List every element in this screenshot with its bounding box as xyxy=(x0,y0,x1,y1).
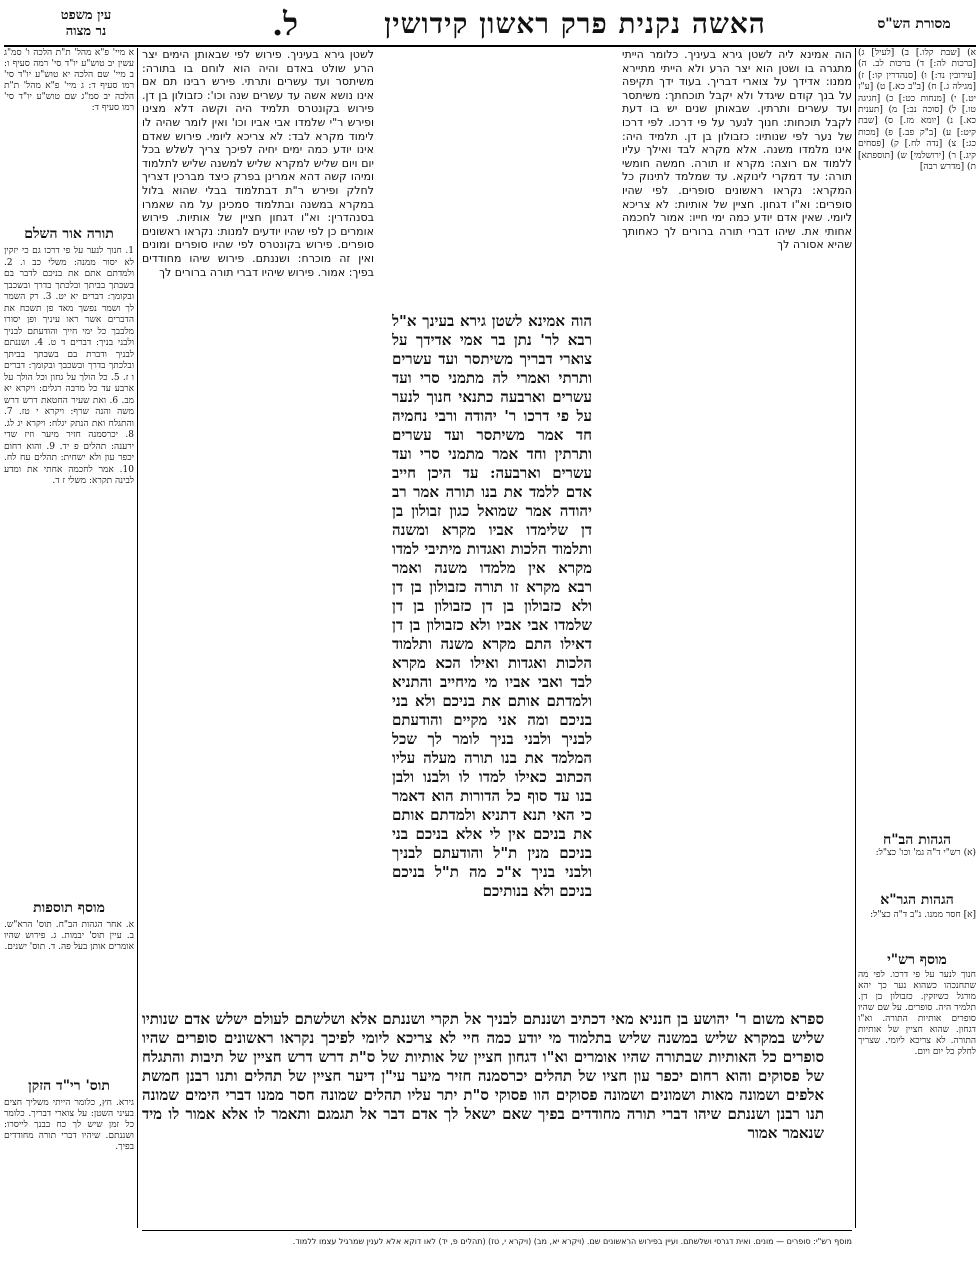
masoret-hashas-caption: מסורת הש"ס xyxy=(877,15,951,32)
ein-mishpat-caption-line1: עין משפט xyxy=(60,8,112,23)
hagahot-hagra-column xyxy=(858,910,976,950)
mosaf-tosafot-text: א. אחר הגהות הב"ח. תוס' הרא"ש. ב. עיין תוס' יבמות. ג. פירוש שהיו אומרים אותן בעל פה. ד. תוס' ישנים. xyxy=(4,920,134,952)
mosaf-tosafot-title: מוסף תוספות xyxy=(33,900,105,916)
mosaf-tosafot-column xyxy=(4,920,134,1070)
divider-right-outer xyxy=(855,48,856,1228)
footer-text: מוסף רש"י: סופרים — מונים. ואית דגרסי ושלשתם. ועיין בפירוש הראשונים שם. (ויקרא יא, מב) (ויקרא י, טז) (תהלים פ, יד) לאו דוקא אלא לענין שמרגיל עצמו ללמוד. xyxy=(292,1237,852,1246)
gemara-main-text xyxy=(392,312,592,1012)
hagahot-hagra-title: הגהות הגר"א xyxy=(880,892,954,908)
header-rule xyxy=(4,45,976,47)
gemara-bottom-paragraph: ספרא משום ר' יהושע בן חנניא מאי דכתיב ושננתם לבניך אל תקרי ושננתם אלא ושלשתם לעולם ישלש אדם שנותיו שליש במקרא שליש במשנה שליש בתלמוד מי יודע כמה חיי לא צריכא ליומי לפיכך נקראו ראשונים סופרים שהיו סופרים כל האותיות שבתורה שהיו אומרים וא"ו דגחון חציין של אותיות של ס"ת דרש דרש חציין של תיבות והתגלח של פסוקים והוא רחום יכפר עון חציו של תהלים יכרסמנה חזיר מיער עי"ן דיער חציין של תהלים ותנו רבנן חמשת אלפים ושמונה מאות ושמונים ושמונה פסוקים הוו פסוקי ס"ת יתר עליו תהלים שמונה חסר ממנו דברי הימים שמונה תנו רבנן ושננתם שיהו דברי תורה מחודדים בפיך שאם ישאל לך אדם דבר אל תגמגם ותאמר לו אלא אמור לו מיד שנאמר אמור xyxy=(142,1010,824,1142)
footer-rule xyxy=(142,1230,852,1231)
hagahot-habach-text: (א) רש"י ד"ה גמ' וכו' כצ"ל: xyxy=(875,848,976,858)
footer-notes xyxy=(142,1237,852,1257)
ein-mishpat-text: א מיי' פ"א מהל' ת"ת הלכה ו' סמ"ג עשין יב טוש"ע יו"ד סי' רמה סעיף ו: ב מיי' שם הלכה יא טוש"ע יו"ד סי' רמו סעיף ד: ג מיי' פ"א מהל' ת"ת הלכה יב סמ"ג שם טוש"ע יו"ד סי' רמו סעיף ד: xyxy=(4,48,134,113)
ein-mishpat-caption-line2: נר מצוה xyxy=(65,24,107,39)
hagahot-habach-title: הגהות הב"ח xyxy=(882,832,952,848)
hagahot-habach-column xyxy=(858,848,976,888)
divider-left-outer xyxy=(137,48,138,1228)
torah-or-title: תורה אור השלם xyxy=(24,226,114,242)
daf-number: ל. xyxy=(271,5,299,43)
masoret-hashas-column xyxy=(858,48,976,838)
torah-or-column xyxy=(4,246,134,886)
page-title: האשה נקנית פרק ראשון קידושין xyxy=(384,7,766,40)
mosaf-rashi-column xyxy=(858,970,976,1240)
rashi-commentary xyxy=(622,48,852,838)
mosaf-rashi-text: חנוך לנער על פי דרכו. לפי מה שתחנכהו כשהוא נער כך יהא מורגל כשיזקין. כזבולון בן דן. תלמיד היה. סופרים. על שם שהיו סופרים אותיות התורה. וא"ו דגחון. שהוא חציין של אותיות התורה. לא צריכא ליומי. שצריך לחלק כל יום ויום. xyxy=(858,970,976,1057)
tos-rid-text: גירא. חץ, כלומר הייתי משליך חצים בעיני השטן: על צוארי דבריך. כלומר כל זמן שיש לך כח בבנך לייסרו: ושננתם. שיהיו דברי תורה מחודדים בפיך. xyxy=(4,1098,134,1152)
masoret-hashas-text: א) [שבת קלו.] ב) [לעיל] ג) [ברכות לה:] ד) ברכות לב. ה) [עירובין נד:] ו) [סנהדרין קו:] ז) [מגילה ג.] ח) [ב"ב כא.] ט) [ע"ז יט.] י) [מנחות כט:] כ) [חגיגה טו.] ל) [סוכה נב:] מ) [תענית כא.] נ) [יומא מז.] ס) [שבת קיט:] ע) [ב"ק פב.] פ) [מכות כג:] צ) [נדה לח.] ק) [פסחים קיג.] ר) [ירושלמי] ש) [תוספתא] ת) [מדרש רבה] xyxy=(858,48,976,173)
gemara-main-paragraph: הוה אמינא לשטן גירא בעינך א"ל רבא לר' נתן בר אמי אדידך על צוארי דבריך משיתסר ועד עשרים ותרתי ואמרי לה מתמני סרי ועד עשרים וארבעה כתנאי חנוך לנער על פי דרכו ר' יהודה ורבי נחמיה חד אמר משיתסר ועד עשרים ותרתין וחד אמר מתמני סרי ועד עשרים וארבעה: עד היכן חייב אדם ללמד את בנו תורה אמר רב יהודה אמר שמואל כגון זבולון בן דן שלימדו אביו מקרא ומשנה ותלמוד הלכות ואגדות מיתיבי למדו מקרא אין מלמדו משנה ואמר רבא מקרא זו תורה כזבולון בן דן ולא כזבולון בן דן כזבולון בן דן שלמדו אבי אביו ולא כזבולון בן דן דאילו התם מקרא משנה ותלמוד הלכות ואגדות ואילו הכא מקרא לבד ואבי אביו מי מיחייב והתניא ולמדתם אותם את בניכם ולא בני בניכם ומה אני מקיים והודעתם לבניך ולבני בניך לומר לך שכל המלמד את בנו תורה מעלה עליו הכתוב כאילו למדו לו ולבנו ולבן בנו עד סוף כל הדורות הוא דאמר כי האי תנא דתניא ולמדתם אותם את בניכם אין לי אלא בניכם בני בניכם מנין ת"ל והודעתם לבניך ולבני בניך א"כ מה ת"ל בניכם בניכם ולא בנותיכם xyxy=(392,312,592,900)
mosaf-rashi-title: מוסף רש"י xyxy=(887,952,947,968)
rashi-text: הוה אמינא ליה לשטן גירא בעיניך. כלומר הייתי מתגרה בו ושטן הוא יצר הרע ולא הייתי מתיירא ממנו: אדידך על צוארי דבריך. בעוד ידך תקיפה על בנך קודם שיגדל ולא יקבל תוכחתך: משיתסר ועד עשרים ותרתין. שבאותן שנים יש בו דעת לקבל תוכחות: חנוך לנער על פי דרכו. לפי דרכו של נער לפי שנותיו: כזבולון בן דן. תלמיד היה: אינו מלמדו משנה. אלא מקרא לבד ואילך עליו ללמוד אם רוצה: מקרא זו תורה. חמשה חומשי תורה: עד דמקרי לינוקא. עד שמלמד לתינוק כל המקרא: נקראו ראשונים סופרים. לפי שהיו סופרים: וא"ו דגחון. חציין של אותיות: לא צריכא ליומי. שאין אדם יודע כמה ימי חייו: אמור לחכמה אחותי את. שיהו דברי תורה ברורים לך כאחותך שהיא אסורה לך xyxy=(622,48,852,252)
tosafot-text: לשטן גירא בעיניך. פירוש לפי שבאותן הימים יצר הרע שולט באדם והיה הוא לוחם בו בתורה: משיתסר ועד עשרים ותרתי. פירש רבינו תם אם אינו נושא אשה עד עשרים שנה וכו': כזבולון בן דן. פירוש בקונטרס תלמיד היה וקשה דלא מצינו ופירש ר"י שלמדו אבי אביו וכו' ואין לומר שהיה לו לימוד מקרא לבד: לא צריכא ליומי. פירוש שאדם אינו יודע כמה ימים יחיה לפיכך צריך לשלש בכל יום ויום שליש למקרא שליש למשנה שליש לתלמוד ומיהו קשה דהא אמרינן בפרק כיצד מברכין דצריך לחלק ופירש ר"ת דבתלמוד בבלי שהוא בלול במקרא במשנה ובתלמוד סמכינן על מה שאמרו בסנהדרין: וא"ו דגחון חציין של אותיות. פירוש אומרים כן לפי שהיו יודעים למנות: נקראו ראשונים סופרים. פירוש בקונטרס לפי שהיו סופרים ומונים ואין זה מוכרח: ושננתם. פירוש שיהו מחודדים בפיך: אמור. פירוש שיהיו דברי תורה ברורים לך xyxy=(142,48,374,279)
gemara-bottom-text xyxy=(142,1010,824,1220)
hagahot-hagra-text: [א] חסר ממנו. נ"ב ד"ה כצ"ל: xyxy=(870,910,976,920)
ein-mishpat-caption xyxy=(6,4,166,44)
tos-rid-title: תוס' רי"ד הזקן xyxy=(28,1078,110,1094)
torah-or-text: 1. חנוך לנער על פי דרכו גם כי יזקין לא יסור ממנה: משלי כב ו. 2. ולמדתם אתם את בניכם לדבר בם בשבתך בביתך ובלכתך בדרך ובשכבך ובקומך: דברים יא יט. 3. רק השמר לך ושמר נפשך מאד פן תשכח את הדברים אשר ראו עיניך ופן יסורו מלבבך כל ימי חייך והודעתם לבניך ולבני בניך: דברים ד ט. 4. ושננתם לבניך ודברת בם בשבתך בביתך ובלכתך בדרך ובשכבך ובקומך: דברים ו ז. 5. כל הולך על גחון וכל הולך על ארבע עד כל מרבה רגלים: ויקרא יא מב. 6. ואת שעיר החטאת דרש דרש משה והנה שרף: ויקרא י טז. 7. והתגלח ואת הנתק יגלח: ויקרא יג לג. 8. יכרסמנה חזיר מיער וזיז שדי ירענה: תהלים פ יד. 9. והוא רחום יכפר עון ולא ישחית: תהלים עח לח. 10. אמר לחכמה אחתי את ומדע לבינה תקרא: משלי ז ד. xyxy=(4,246,134,486)
tos-rid-column xyxy=(4,1098,134,1248)
ein-mishpat-column xyxy=(4,48,134,218)
